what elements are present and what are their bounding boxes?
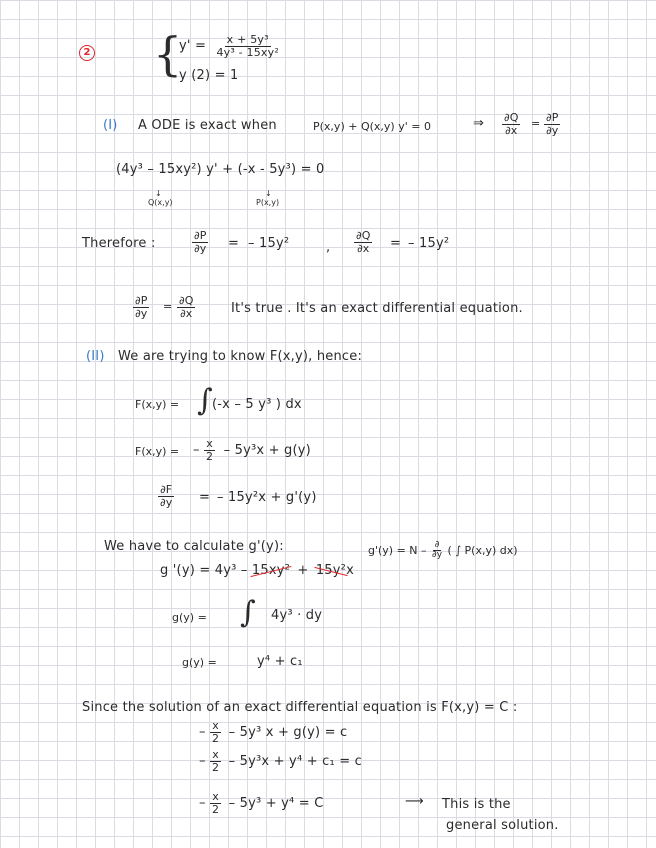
dq-dx-value: – 15y² bbox=[408, 236, 450, 251]
gprime-formula: g'(y) = N – $\frac{\partial}{\partial y}$ ( ∫ P(x,y) dx) bbox=[368, 540, 518, 561]
comma: , bbox=[326, 240, 331, 255]
g-result: y⁴ + c₁ bbox=[257, 654, 303, 669]
equals-sign-5: = bbox=[199, 490, 211, 505]
dp-dy-fraction-3: $\frac{\partial P}{\partial y}$ bbox=[135, 294, 148, 320]
equals-sign: = bbox=[531, 117, 541, 130]
cancelled-term-1: 15xy² bbox=[251, 563, 291, 578]
system-brace: { bbox=[153, 27, 183, 81]
final-note-line2: general solution. bbox=[446, 818, 559, 833]
q-label: Q(x,y) bbox=[148, 198, 173, 207]
equation-y-prime: y' = $\frac{\text{x + 5y³}}{\text{4y³ - 15xy²}}$ bbox=[179, 33, 279, 59]
therefore-label: Therefore : bbox=[82, 236, 156, 251]
g-integrand: 4y³ · dy bbox=[271, 608, 323, 623]
solution-step-2: – $\frac{x}{2}$ – 5y³x + y⁴ + c₁ = c bbox=[199, 748, 362, 774]
equals-sign-4: = bbox=[163, 300, 173, 313]
initial-condition: y (2) = 1 bbox=[179, 68, 239, 83]
part2-label: (II) bbox=[86, 349, 105, 364]
rewritten-ode: (4y³ – 15xy²) y' + (-x - 5y³) = 0 bbox=[116, 162, 325, 177]
F-result-lhs: F(x,y) = bbox=[135, 445, 180, 458]
implies-arrow: ⇒ bbox=[473, 116, 484, 131]
q-arrow: ↓ bbox=[155, 189, 162, 198]
g-integral-lhs: g(y) = bbox=[172, 611, 207, 624]
problem-number: 2 bbox=[79, 40, 95, 61]
p-label: P(x,y) bbox=[256, 198, 280, 207]
F-integrand: (-x – 5 y³ ) dx bbox=[212, 397, 302, 412]
dp-dy-fraction-2: $\frac{\partial P}{\partial y}$ bbox=[194, 229, 207, 255]
result-arrow: ⟶ bbox=[405, 794, 424, 809]
dq-dx-fraction-2: $\frac{\partial Q}{\partial x}$ bbox=[356, 229, 371, 255]
final-note-line1: This is the bbox=[442, 797, 511, 812]
dq-dx-fraction: $\frac{\partial Q}{\partial x}$ bbox=[504, 111, 519, 137]
general-solution: – $\frac{x}{2}$ – 5y³ + y⁴ = C bbox=[199, 790, 324, 816]
equals-sign-3: = bbox=[390, 236, 402, 251]
dF-dy-fraction: $\frac{\partial F}{\partial y}$ bbox=[160, 483, 173, 509]
dp-dy-fraction: $\frac{\partial P}{\partial y}$ bbox=[546, 111, 559, 137]
g-result-lhs: g(y) = bbox=[182, 656, 217, 669]
solution-intro: Since the solution of an exact differential equation is F(x,y) = C : bbox=[82, 700, 518, 715]
exact-conclusion: It's true . It's an exact differential equation. bbox=[231, 301, 523, 316]
part2-intro: We are trying to know F(x,y), hence: bbox=[118, 349, 363, 364]
dq-dx-fraction-3: $\frac{\partial Q}{\partial x}$ bbox=[179, 294, 194, 320]
dp-dy-value: – 15y² bbox=[248, 236, 290, 251]
equals-sign-2: = bbox=[228, 236, 240, 251]
integral-sign: ∫ bbox=[197, 383, 213, 418]
integral-sign-2: ∫ bbox=[240, 595, 256, 630]
calc-intro: We have to calculate g'(y): bbox=[104, 539, 284, 554]
dF-dy-value: – 15y²x + g'(y) bbox=[217, 490, 317, 505]
cancelled-term-2: 15y² bbox=[315, 563, 347, 578]
F-result: – $\frac{x}{2}$ – 5y³x + g(y) bbox=[193, 437, 311, 463]
part1-label: (I) bbox=[103, 118, 118, 133]
solution-step-1: – $\frac{x}{2}$ – 5y³ x + g(y) = c bbox=[199, 719, 348, 745]
gprime-expression: g '(y) = 4y³ – 15xy² + 15y²x bbox=[160, 563, 354, 578]
exact-condition: P(x,y) + Q(x,y) y' = 0 bbox=[313, 120, 431, 133]
p-arrow: ↓ bbox=[265, 189, 272, 198]
F-integral-lhs: F(x,y) = bbox=[135, 398, 180, 411]
exact-definition: A ODE is exact when bbox=[138, 118, 277, 133]
